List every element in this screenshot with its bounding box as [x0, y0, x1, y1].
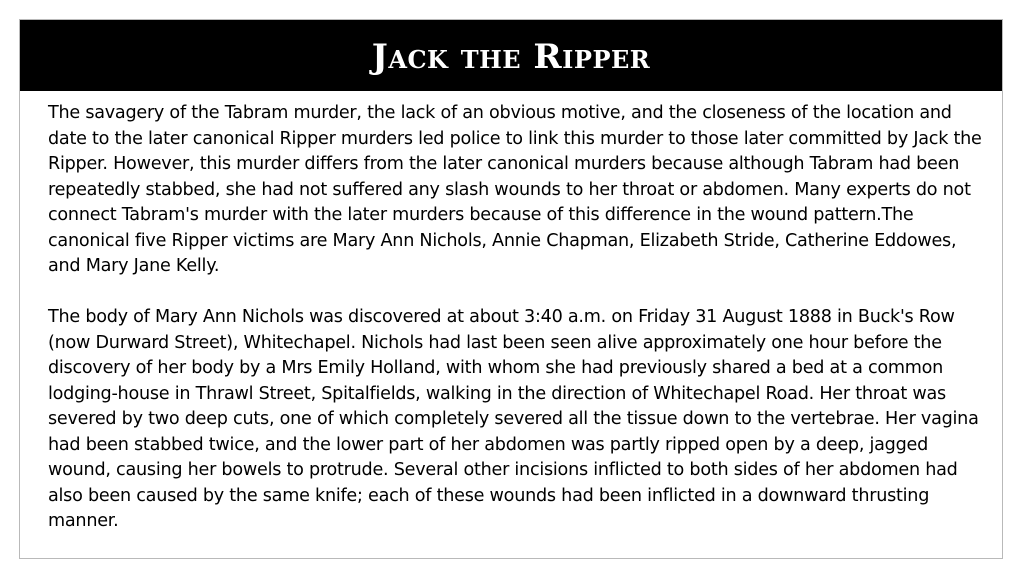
page-title: Jack the Ripper — [371, 36, 651, 77]
paragraph-tabram: The savagery of the Tabram murder, the lack of an obvious motive, and the closeness of the location and date to the later canonical Ripper murders led police to link this murder to those later committed by Jack the Ripper. However, this murder differs from the later canonical murders because although Tabram had been repeatedly stabbed, she had not suffered any slash wounds to her throat or abdomen. Many experts do not connect Tabram's murder with the later murders because of this difference in the wound pattern.The canonical five Ripper victims are Mary Ann Nichols, Annie Chapman, Elizabeth Stride, Catherine Eddowes, and Mary Jane Kelly. — [48, 103, 982, 276]
paragraph-nichols: The body of Mary Ann Nichols was discovered at about 3:40 a.m. on Friday 31 August 1888 in Buck's Row (now Durward Street), Whitechapel. Nichols had last been seen alive approximately one hour before the discovery of her body by a Mrs Emily Holland, with whom she had previously shared a bed at a common lodging-house in Thrawl Street, Spitalfields, walking in the direction of Whitechapel Road. Her throat was severed by two deep cuts, one of which completely severed all the tissue down to the vertebrae. Her vagina had been stabbed twice, and the lower part of her abdomen was partly ripped open by a deep, jagged wound, causing her bowels to protrude. Several other incisions inflicted to both sides of her abdomen had also been caused by the same knife; each of these wounds had been inflicted in a downward thrusting manner. — [48, 307, 979, 531]
document-card — [19, 19, 1003, 559]
title-bar — [20, 20, 1002, 91]
article-body — [48, 101, 988, 535]
